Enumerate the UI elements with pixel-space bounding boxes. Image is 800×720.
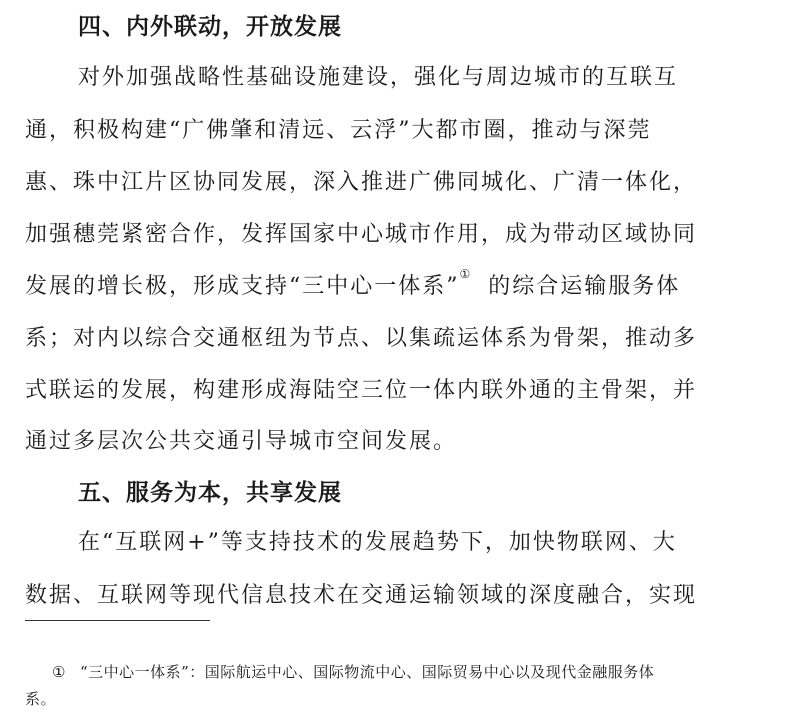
footnote-text-continued: 系。: [25, 690, 57, 708]
paragraph-line: 在“互联网+”等支持技术的发展趋势下，加快物联网、大: [78, 530, 677, 555]
footnote-divider: [25, 620, 210, 621]
footnote-text: [52, 661, 654, 682]
paragraph-line: 系；对内以综合交通枢纽为节点、以集疏运体系为骨架，推动多: [25, 326, 698, 351]
paragraph-text: 的综合运输服务体: [488, 274, 681, 299]
paragraph-line: 通，积极构建“广佛肇和清远、云浮”大都市圈，推动与深莞: [25, 118, 652, 143]
paragraph-line: 通过多层次公共交通引导城市空间发展。: [25, 429, 458, 454]
paragraph-line: 数据、互联网等现代信息技术在交通运输领域的深度融合，实现: [25, 583, 698, 608]
section-5-heading: 五、服务为本，共享发展: [78, 480, 342, 506]
paragraph-line: 加强穗莞紧密合作，发挥国家中心城市作用，成为带动区域协同: [25, 222, 698, 247]
paragraph-text: 发展的增长极，形成支持“三中心一体系”: [25, 274, 460, 299]
section-4-heading: 四、内外联动，开放发展: [78, 14, 342, 40]
footnote-body: “三中心一体系”：国际航运中心、国际物流中心、国际贸易中心以及现代金融服务体: [79, 663, 655, 681]
paragraph-line: 对外加强战略性基础设施建设，强化与周边城市的互联互: [78, 65, 679, 90]
footnote-reference[interactable]: ①: [459, 267, 471, 281]
paragraph-line: 式联运的发展，构建形成海陆空三位一体内联外通的主骨架，并: [25, 378, 698, 403]
paragraph-line-with-footnote: [25, 269, 680, 300]
paragraph-line: 惠、珠中江片区协同发展，深入推进广佛同城化、广清一体化，: [25, 170, 698, 195]
footnote-marker: ①: [52, 663, 66, 681]
